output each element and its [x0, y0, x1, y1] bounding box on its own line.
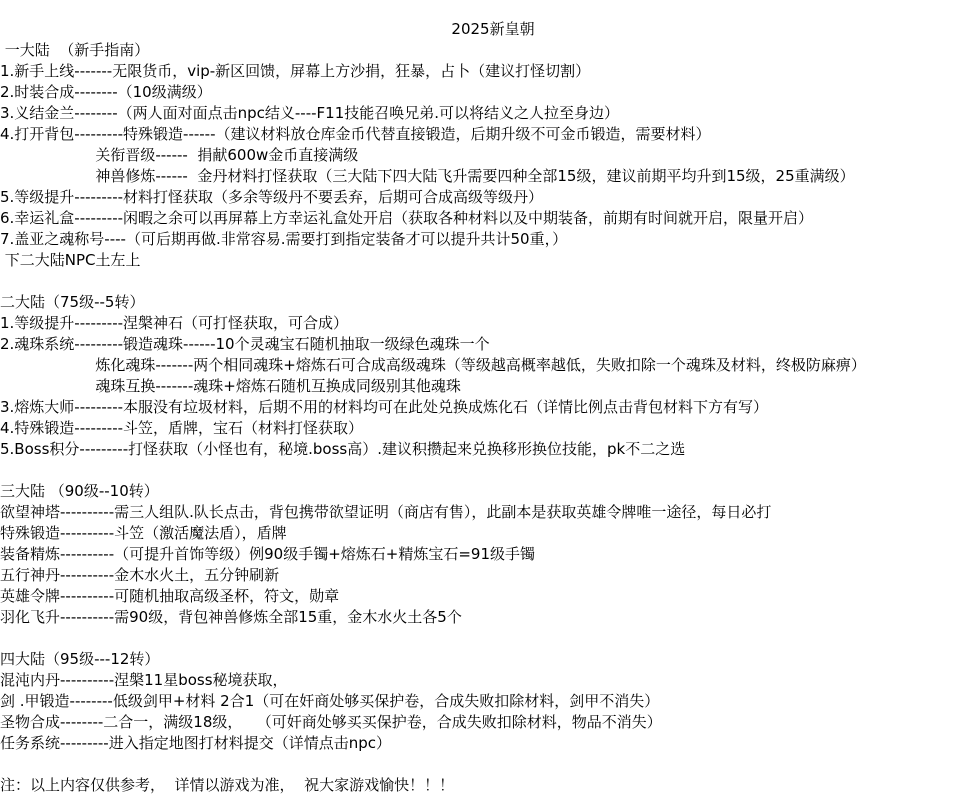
document-title: 2025新皇朝 [451, 20, 535, 38]
text-line: 注：以上内容仅供参考， 详情以游戏为准， 祝大家游戏愉快！！！ [0, 776, 455, 794]
text-line: 关衔晋级------ 捐献600w金币直接满级 [0, 146, 359, 164]
text-line: 1.等级提升---------涅槃神石（可打怪获取，可合成） [0, 314, 349, 332]
document-lines [0, 40, 972, 796]
blank-line [0, 628, 972, 649]
text-line: 4.打开背包---------特殊锻造------（建议材料放仓库金币代替直接锻造，后期升级不可金币锻造，需要材料） [0, 125, 711, 143]
text-line: 5.Boss积分---------打怪获取（小怪也有，秘境.boss高）.建议积攒起来兑换移形换位技能，pk不二之选 [0, 440, 686, 458]
text-line: 欲望神塔----------需三人组队.队长点击，背包携带欲望证明（商店有售），此副本是获取英雄令牌唯一途径，每日必打 [0, 503, 772, 521]
text-line: 6.幸运礼盒---------闲暇之余可以再屏幕上方幸运礼盒处开启（获取各种材料以及中期装备，前期有时间就开启，限量开启） [0, 209, 814, 227]
text-line: 任务系统---------进入指定地图打材料提交（详情点击npc） [0, 734, 391, 752]
text-line: 五行神丹----------金木水火土，五分钟刷新 [0, 566, 280, 584]
text-line: 二大陆（75级--5转） [0, 293, 145, 311]
text-line: 炼化魂珠-------两个相同魂珠+熔炼石可合成高级魂珠（等级越高概率越低，失败扣除一个魂珠及材料，终极防麻痹） [0, 356, 866, 374]
text-line: 混沌内丹----------涅槃11星boss秘境获取， [0, 671, 288, 689]
text-line: 3.义结金兰--------（两人面对面点击npc结义----F11技能召唤兄弟.可以将结义之人拉至身边） [0, 104, 620, 122]
text-line: 特殊锻造----------斗笠（激活魔法盾），盾牌 [0, 524, 287, 542]
text-line: 魂珠互换-------魂珠+熔炼石随机互换成同级别其他魂珠 [0, 377, 461, 395]
document-body [0, 19, 972, 796]
text-line: 四大陆（95级---12转） [0, 650, 160, 668]
text-line: 2.时装合成--------（10级满级） [0, 83, 212, 101]
text-line: 三大陆 （90级--10转） [0, 482, 159, 500]
text-line: 下二大陆NPC土左上 [0, 251, 141, 269]
text-line: 4.特殊锻造---------斗笠，盾牌，宝石（材料打怪获取） [0, 419, 364, 437]
text-line: 5.等级提升---------材料打怪获取（多余等级丹不要丢弃，后期可合成高级等级丹） [0, 188, 544, 206]
blank-line [0, 460, 972, 481]
text-line: 装备精炼----------（可提升首饰等级）例90级手镯+熔炼石+精炼宝石=91级手镯 [0, 545, 536, 563]
blank-line [0, 271, 972, 292]
text-line: 1.新手上线-------无限货币，vip-新区回馈，屏幕上方沙捐，狂暴，占卜（建议打怪切割） [0, 62, 591, 80]
text-line: 圣物合成--------二合一，满级18级， （可奸商处够买买保护卷，合成失败扣除材料，物品不消失） [0, 713, 662, 731]
text-line: 一大陆 （新手指南） [0, 41, 150, 59]
blank-line [0, 754, 972, 775]
text-line: 神兽修炼------ 金丹材料打怪获取（三大陆下四大陆飞升需要四种全部15级，建议前期平均升到15级，25重满级） [0, 167, 855, 185]
text-line: 羽化飞升----------需90级，背包神兽修炼全部15重，金木水火土各5个 [0, 608, 462, 626]
text-line: 2.魂珠系统---------锻造魂珠------10个灵魂宝石随机抽取一级绿色魂珠一个 [0, 335, 490, 353]
text-line: 英雄令牌----------可随机抽取高级圣杯，符文，勋章 [0, 587, 340, 605]
text-line: 剑 .甲锻造--------低级剑甲+材料 2合1（可在奸商处够买保护卷，合成失败扣除材料，剑甲不消失） [0, 692, 660, 710]
text-line: 3.熔炼大师---------本服没有垃圾材料，后期不用的材料均可在此处兑换成炼化石（详情比例点击背包材料下方有写） [0, 398, 769, 416]
text-line: 7.盖亚之魂称号----（可后期再做.非常容易.需要打到指定装备才可以提升共计50重，） [0, 230, 568, 248]
